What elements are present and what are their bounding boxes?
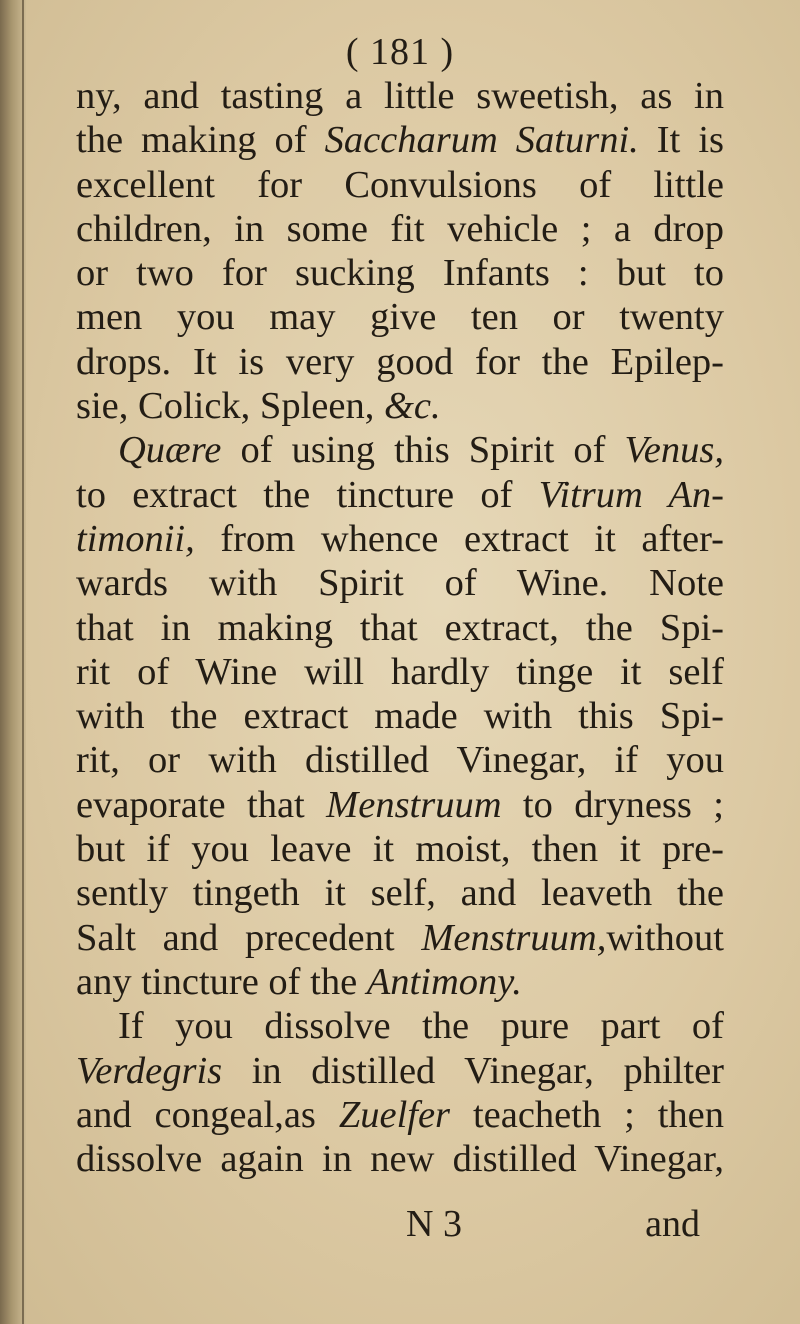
text-run: to extract the tincture of (76, 473, 539, 516)
text-run: but if you leave it moist, then it pre- (76, 828, 724, 871)
text-line (76, 118, 724, 162)
text-line (76, 163, 724, 207)
text-line (76, 738, 724, 782)
text-line (76, 74, 724, 118)
italic-text: &c. (383, 385, 441, 428)
body-text (76, 74, 724, 1181)
text-run: It is (638, 119, 725, 162)
text-run: men you may give ten or twenty (76, 296, 724, 339)
text-line (76, 473, 724, 517)
text-run: dissolve again in new distilled Vinegar, (76, 1138, 724, 1181)
text-line (76, 428, 724, 472)
text-line (76, 517, 724, 561)
text-run: that in making that extract, the Spi- (76, 606, 724, 649)
italic-text: Zuelfer (338, 1093, 451, 1136)
text-line (76, 251, 724, 295)
text-run: drops. It is very good for the Epilep- (76, 340, 724, 383)
text-line (76, 694, 724, 738)
italic-text: Menstruum (326, 783, 502, 826)
text-line (76, 340, 724, 384)
text-run: or two for sucking Infants : but to (76, 252, 724, 295)
italic-text: Quære (118, 429, 222, 472)
text-run: rit of Wine will hardly tinge it self (76, 650, 724, 693)
text-run: and congeal,as (76, 1093, 339, 1136)
text-line (76, 561, 724, 605)
text-line (76, 1093, 724, 1137)
text-run: without (606, 916, 724, 959)
italic-text: Saccharum Saturni. (324, 119, 639, 162)
text-line (76, 1049, 724, 1093)
text-run: the making of (76, 119, 325, 162)
italic-text: timonii, (76, 517, 195, 560)
italic-text: Venus, (624, 429, 724, 472)
text-run: excellent for Convulsions of little (76, 163, 724, 206)
text-line (76, 960, 724, 1004)
italic-text: Vitrum An- (538, 473, 724, 516)
text-run: in distilled Vinegar, philter (222, 1049, 724, 1092)
text-run: to dryness ; (501, 783, 724, 826)
text-line (76, 871, 724, 915)
text-run: wards with Spirit of Wine. Note (76, 562, 724, 605)
text-line (76, 606, 724, 650)
catchword: and (645, 1203, 700, 1245)
text-run: Salt and precedent (76, 916, 422, 959)
text-line (76, 827, 724, 871)
text-run: any tincture of the (76, 960, 367, 1003)
text-run: sie, Colick, Spleen, (76, 385, 384, 428)
text-line (76, 916, 724, 960)
text-run: evaporate that (76, 783, 327, 826)
text-line (76, 295, 724, 339)
text-line (76, 384, 724, 428)
text-line (76, 650, 724, 694)
text-line (76, 783, 724, 827)
text-run: If you dissolve the pure part of (118, 1005, 724, 1048)
page-footer (76, 1202, 700, 1246)
gutter-rule (22, 0, 24, 1324)
text-run: children, in some fit vehicle ; a drop (76, 207, 724, 250)
page-number: ( 181 ) (345, 31, 455, 73)
text-run: from whence extract it after- (194, 517, 724, 560)
italic-text: Menstruum, (421, 916, 607, 959)
text-run: rit, or with distilled Vinegar, if you (76, 739, 724, 782)
text-line (76, 1004, 724, 1048)
signature-mark: N 3 (406, 1203, 462, 1245)
text-run: of using this Spirit of (221, 429, 625, 472)
text-run: teacheth ; then (450, 1093, 725, 1136)
text-line (76, 207, 724, 251)
text-run: with the extract made with this Spi- (76, 695, 724, 738)
text-run: sently tingeth it self, and leaveth the (76, 872, 724, 915)
italic-text: Antimony. (366, 960, 522, 1003)
text-run: ny, and tasting a little sweetish, as in (76, 75, 724, 117)
text-line (76, 1137, 724, 1181)
italic-text: Verdegris (76, 1049, 223, 1092)
